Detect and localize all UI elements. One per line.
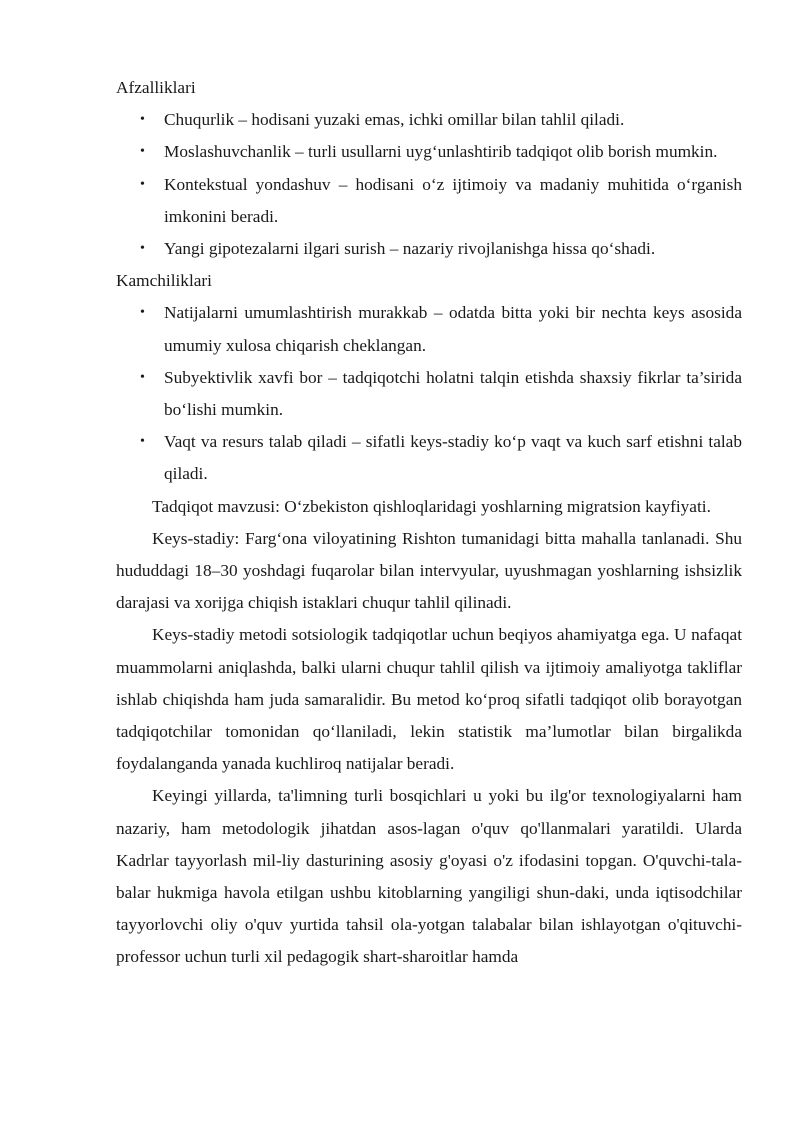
bullet-icon: • xyxy=(140,369,145,385)
bullet-icon: • xyxy=(140,144,145,160)
method-significance-paragraph: Keys-stadiy metodi sotsiologik tadqiqotlar uchun beqiyos ahamiyatga ega. U nafaqat muammolarni aniqlashda, balki ularni chuqur tahlil qilish va ijtimoiy amaliyotga takliflar ishlab chiqishda ham juda samaralidir. Bu metod ko‘proq sifatli tadqiqot olib borayotgan tadqiqotchilar tomonidan qo‘llaniladi, lekin statistik ma’lumotlar bilan birgalikda foydalanganda yanada kuchliroq natijalar beradi. xyxy=(116,625,742,774)
list-item-text: Moslashuvchanlik – turli usullarni uyg‘unlashtirib tadqiqot olib borish mumkin. xyxy=(164,142,718,162)
advantages-heading: Afzalliklari xyxy=(116,78,196,97)
case-study-paragraph: Keys-stadiy: Farg‘ona viloyatining Rishton tumanidagi bitta mahalla tanlanadi. Shu hududdagi 18–30 yoshdagi fuqarolar bilan intervyular, uyushmagan yoshlarning ishsizlik darajasi va xorijga chiqish istaklari chuqur tahlil qilinadi. xyxy=(116,528,742,613)
bullet-icon: • xyxy=(140,112,145,128)
disadvantages-list xyxy=(116,297,742,490)
list-item-text: Natijalarni umumlashtirish murakkab – odatda bitta yoki bir nechta keys asosida umumiy xulosa chiqarish cheklangan. xyxy=(164,303,742,355)
research-topic-paragraph: Tadqiqot mavzusi: O‘zbekiston qishloqlaridagi yoshlarning migratsion kayfiyati. xyxy=(152,496,711,516)
list-item-text: Chuqurlik – hodisani yuzaki emas, ichki omillar bilan tahlil qiladi. xyxy=(164,110,625,130)
list-item xyxy=(116,169,742,233)
list-item xyxy=(116,136,742,168)
list-item xyxy=(116,104,742,136)
list-item xyxy=(116,362,742,426)
recent-years-paragraph: Keyingi yillarda, ta'limning turli bosqichlari u yoki bu ilg'or texnologiyalarni ham nazariy, ham metodologik jihatdan asos-lagan o'quv qo'llanmalari yaratildi. Ularda Kadrlar tayyorlash mil-liy dasturining asosiy g'oyasi o'z ifodasini topgan. O'quvchi-tala-balar hukmiga havola etilgan ushbu kitoblarning yangiligi shun-daki, unda iqtisodchilar tayyorlovchi oliy o'quv yurtida tahsil ola-yotgan talabalar bilan ishlayotgan o'qituvchi-professor uchun turli xil pedagogik shart-sharoitlar hamda xyxy=(116,786,742,967)
bullet-icon: • xyxy=(140,176,145,192)
list-item xyxy=(116,426,742,490)
list-item-text: Subyektivlik xavfi bor – tadqiqotchi holatni talqin etishda shaxsiy fikrlar ta’sirida bo‘lishi mumkin. xyxy=(164,367,742,420)
list-item-text: Yangi gipotezalarni ilgari surish – nazariy rivojlanishga hissa qo‘shadi. xyxy=(164,239,656,259)
advantages-list xyxy=(116,104,742,265)
bullet-icon: • xyxy=(140,434,145,450)
list-item xyxy=(116,233,742,265)
list-item-text: Kontekstual yondashuv – hodisani o‘z ijtimoiy va madaniy muhitida o‘rganish imkonini beradi. xyxy=(164,174,742,226)
document-page xyxy=(116,72,742,974)
bullet-icon: • xyxy=(140,305,145,321)
disadvantages-heading: Kamchiliklari xyxy=(116,271,212,291)
bullet-icon: • xyxy=(140,241,145,257)
list-item-text: Vaqt va resurs talab qiladi – sifatli keys-stadiy ko‘p vaqt va kuch sarf etishni talab qiladi. xyxy=(164,432,742,484)
list-item xyxy=(116,297,742,361)
